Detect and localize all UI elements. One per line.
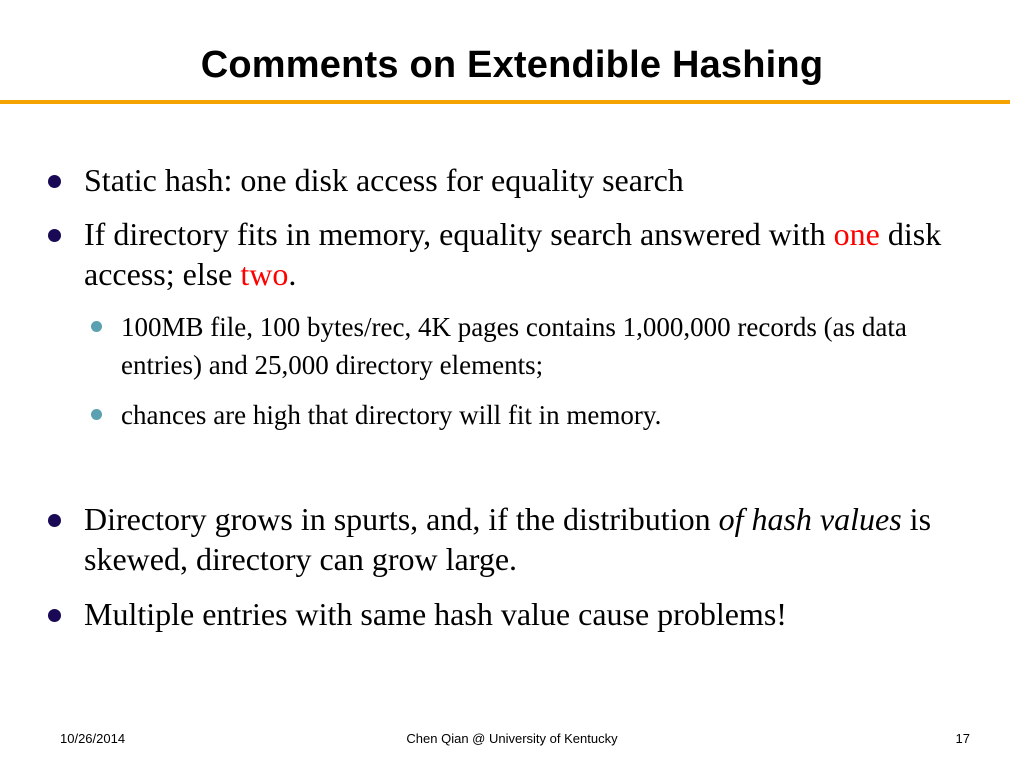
slide-title: Comments on Extendible Hashing [200, 44, 824, 86]
bullet-dot-icon [48, 609, 61, 622]
bullet-text: Static hash: one disk access for equality search [84, 162, 684, 198]
bullet-text-part: is skewed, directory can grow large. [84, 501, 932, 577]
bullet-multiple-entries [84, 594, 984, 634]
sub-bullet-text: 100MB file, 100 bytes/rec, 4K pages contains 1,000,000 records (as data entries) and 25,000 directory elements; [121, 312, 907, 380]
footer-date: 10/26/2014 [60, 731, 126, 746]
sub-bullet-dot-icon [91, 321, 102, 332]
bullet-text-part: disk access; else [84, 216, 942, 292]
italic-hash-values: of hash values [718, 501, 902, 537]
footer-author: Chen Qian @ University of Kentucky [406, 731, 618, 746]
bullet-text-part: Directory grows in spurts, and, if the distribution [84, 501, 719, 537]
bullet-dot-icon [48, 514, 61, 527]
highlight-one: one [833, 216, 880, 252]
sub-bullet-fit-memory [121, 396, 991, 434]
sub-bullet-text: chances are high that directory will fit in memory. [121, 400, 662, 430]
bullet-text-part: If directory fits in memory, equality search answered with [84, 216, 834, 252]
sub-bullet-dot-icon [91, 409, 102, 420]
footer-page-number: 17 [955, 731, 970, 746]
bullet-text: Multiple entries with same hash value cause problems! [84, 596, 787, 632]
bullet-static-hash [84, 160, 984, 200]
bullet-dot-icon [48, 229, 61, 242]
bullet-text-part: . [288, 256, 297, 292]
sub-bullet-file-size [121, 308, 991, 384]
bullet-directory-grows [84, 499, 984, 579]
bullet-dot-icon [48, 175, 61, 188]
bullet-directory-fits [84, 214, 984, 294]
highlight-two: two [240, 256, 289, 292]
